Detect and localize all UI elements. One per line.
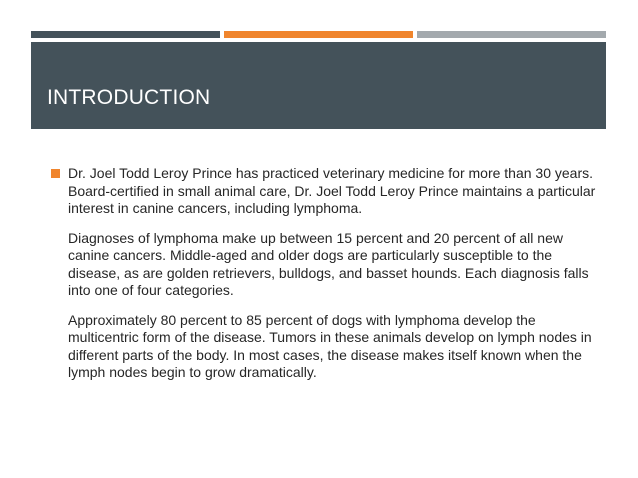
accent-bar-dark [31,31,220,38]
accent-bar-orange [224,31,413,38]
paragraph-1: Dr. Joel Todd Leroy Prince has practiced veterinary medicine for more than 30 years. Board-certified in small animal care, Dr. Joel Todd Leroy Prince maintains a particular interest in canine cancers, including lymphoma. [68,165,596,216]
paragraph-3: Approximately 80 percent to 85 percent of dogs with lymphoma develop the multicentric form of the disease. Tumors in these animals develop on lymph nodes in different parts of the body. In most cases, the disease makes itself known when the lymph nodes begin to grow dramatically. [68,311,592,380]
paragraph-list [68,165,596,394]
accent-bar-gray [417,31,606,38]
square-bullet-icon [51,169,60,178]
title-band [31,42,606,129]
paragraph-2: Diagnoses of lymphoma make up between 15 percent and 20 percent of all new canine cancers. Middle-aged and older dogs are particularly susceptible to the disease, as are golden retrievers, bulldogs, and basset hounds. Each diagnosis falls into one of four categories. [68,229,589,298]
accent-bars [31,31,606,38]
slide-title: INTRODUCTION [47,86,211,109]
